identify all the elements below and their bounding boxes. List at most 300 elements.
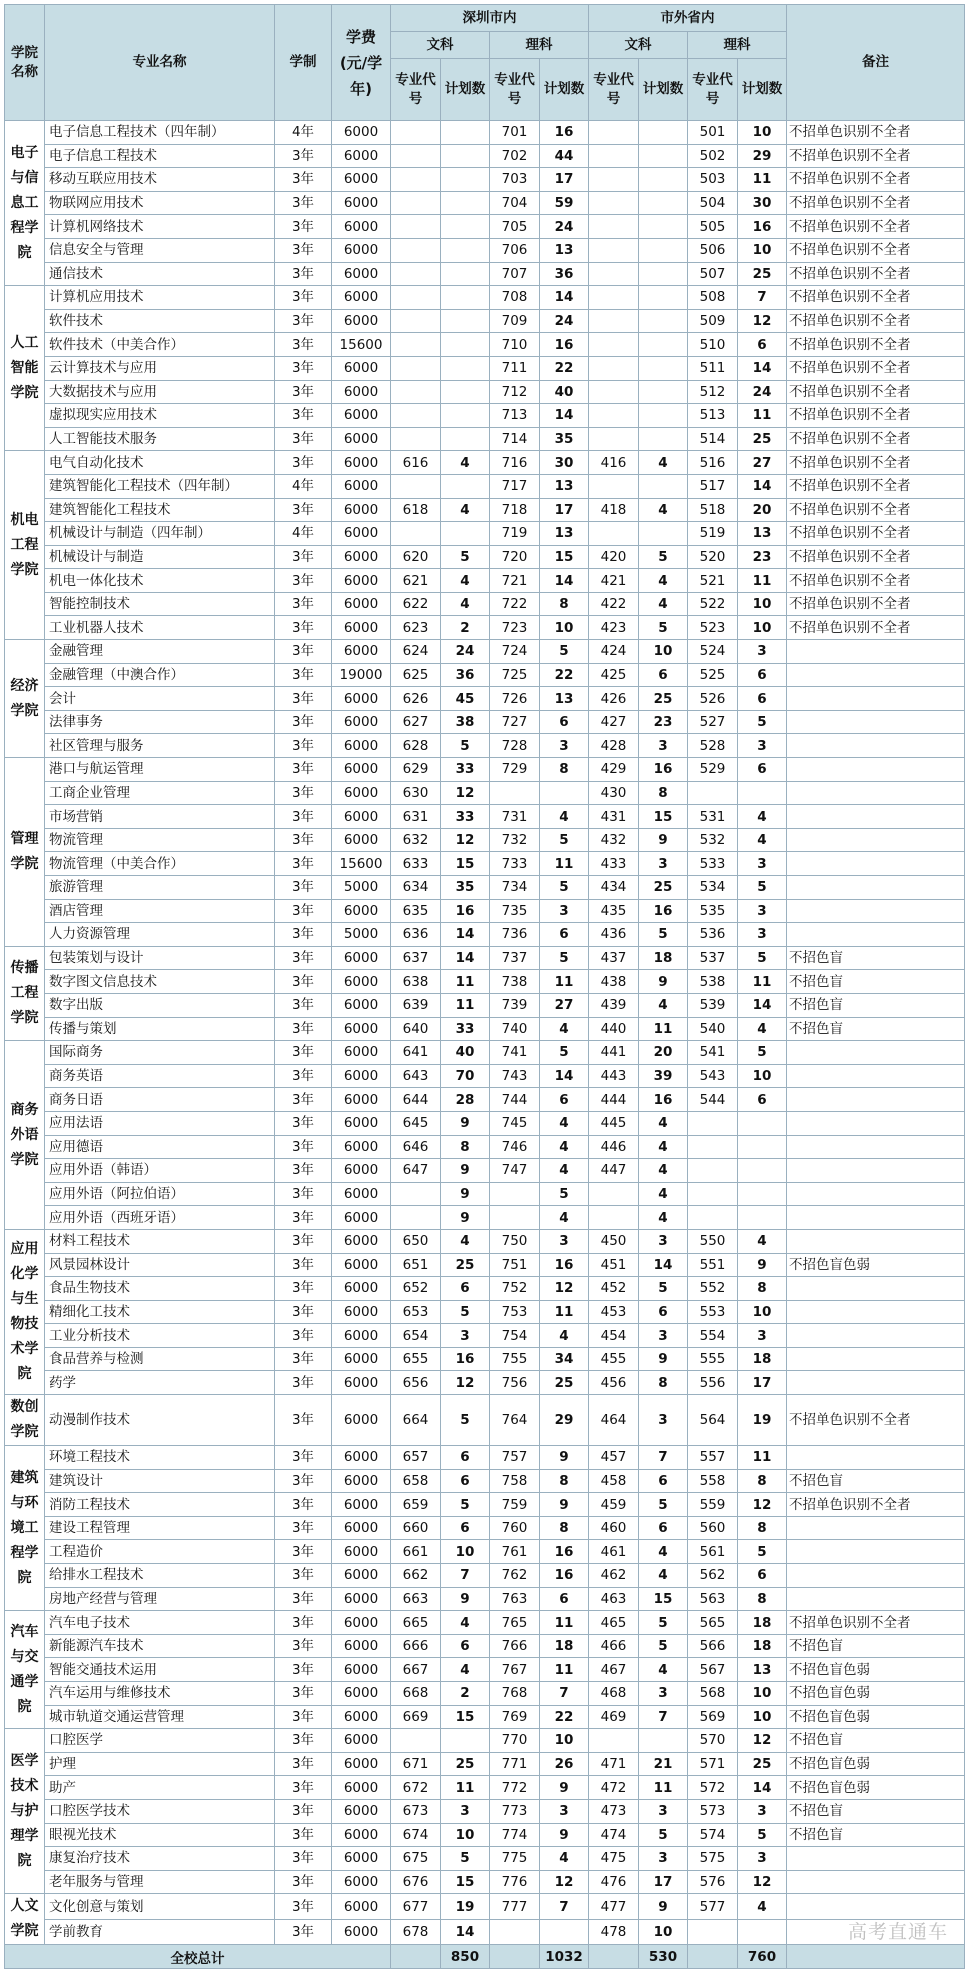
out-arts-code-cell: 422 [589,592,639,616]
sz-sci-code-cell: 728 [490,734,540,758]
out-arts-plan-cell [639,121,688,145]
major-cell: 眼视光技术 [45,1823,275,1847]
out-arts-plan-cell: 17 [639,1870,688,1894]
note-cell: 不招色盲 [787,1729,965,1753]
sz-sci-plan-cell: 14 [540,286,589,310]
sz-sci-plan-cell: 4 [540,1847,589,1871]
sz-sci-plan-cell: 15 [540,545,589,569]
sz-sci-code-cell: 762 [490,1564,540,1588]
note-cell: 不招单色识别不全者 [787,356,965,380]
out-arts-plan-cell: 8 [639,781,688,805]
out-arts-code-cell: 474 [589,1823,639,1847]
note-cell [787,899,965,923]
out-sci-code-cell: 517 [688,474,738,498]
out-arts-plan-cell [639,215,688,239]
sz-sci-code-cell: 723 [490,616,540,640]
out-sci-plan-cell: 25 [738,1752,787,1776]
sz-arts-plan-cell: 45 [441,687,490,711]
sz-arts-code-cell: 635 [391,899,441,923]
sz-sci-code-cell: 704 [490,191,540,215]
table-row [5,522,965,546]
sz-arts-plan-cell: 8 [441,1135,490,1159]
sz-sci-plan-cell: 14 [540,1064,589,1088]
out-sci-plan-cell: 9 [738,1253,787,1277]
table-row [5,1347,965,1371]
duration-cell: 3年 [275,286,332,310]
sz-sci-code-cell: 760 [490,1516,540,1540]
sz-sci-code-cell: 768 [490,1682,540,1706]
major-cell: 食品营养与检测 [45,1347,275,1371]
sz-sci-plan-cell: 16 [540,333,589,357]
out-arts-plan-cell: 11 [639,1776,688,1800]
duration-cell: 3年 [275,734,332,758]
out-sci-code-cell: 551 [688,1253,738,1277]
sz-arts-plan-cell: 70 [441,1064,490,1088]
fee-cell: 6000 [332,1088,391,1112]
college-name-cell: 机电工程学院 [5,451,45,640]
sz-sci-plan-cell: 4 [540,805,589,829]
sz-arts-code-cell: 674 [391,1823,441,1847]
sz-arts-plan-cell [441,380,490,404]
out-arts-code-cell [589,1182,639,1206]
out-sci-code-cell: 516 [688,451,738,475]
out-sci-plan-cell: 13 [738,1658,787,1682]
header-sz-arts-plan: 计划数 [441,59,490,121]
sz-sci-code-cell: 769 [490,1705,540,1729]
sz-arts-plan-cell: 33 [441,1017,490,1041]
out-sci-plan-cell: 3 [738,1847,787,1871]
duration-cell: 3年 [275,215,332,239]
out-sci-plan-cell: 4 [738,1017,787,1041]
duration-cell: 3年 [275,1064,332,1088]
out-sci-code-cell: 531 [688,805,738,829]
note-cell: 不招色盲色弱 [787,1776,965,1800]
note-cell [787,640,965,664]
duration-cell: 3年 [275,451,332,475]
sz-sci-code-cell: 743 [490,1064,540,1088]
fee-cell: 6000 [332,1705,391,1729]
table-row [5,1277,965,1301]
duration-cell: 3年 [275,1135,332,1159]
header-fee: 学费(元/学年) [332,5,391,121]
note-cell [787,758,965,782]
fee-cell: 6000 [332,1634,391,1658]
sz-arts-plan-cell: 16 [441,1347,490,1371]
out-sci-code-cell: 570 [688,1729,738,1753]
sz-arts-plan-cell: 5 [441,1493,490,1517]
note-cell: 不招单色识别不全者 [787,498,965,522]
note-cell [787,1870,965,1894]
sz-sci-plan-cell: 10 [540,616,589,640]
sz-sci-plan-cell: 34 [540,1347,589,1371]
out-arts-plan-cell: 10 [639,640,688,664]
out-sci-code-cell: 562 [688,1564,738,1588]
major-cell: 通信技术 [45,262,275,286]
major-cell: 房地产经营与管理 [45,1587,275,1611]
sz-sci-code-cell: 725 [490,663,540,687]
note-cell: 不招单色识别不全者 [787,1611,965,1635]
sz-arts-plan-cell: 12 [441,828,490,852]
fee-cell: 6000 [332,1111,391,1135]
total-sz-arts-code [391,1945,441,1969]
out-arts-code-cell: 459 [589,1493,639,1517]
sz-arts-code-cell: 659 [391,1493,441,1517]
out-sci-code-cell: 572 [688,1776,738,1800]
out-sci-code-cell: 509 [688,309,738,333]
college-name-cell: 经济学院 [5,640,45,758]
note-cell [787,923,965,947]
duration-cell: 3年 [275,805,332,829]
note-cell: 不招色盲 [787,993,965,1017]
out-arts-plan-cell [639,262,688,286]
major-cell: 应用外语（韩语） [45,1159,275,1183]
sz-sci-code-cell: 774 [490,1823,540,1847]
sz-arts-code-cell: 668 [391,1682,441,1706]
duration-cell: 3年 [275,498,332,522]
out-arts-plan-cell: 7 [639,1705,688,1729]
duration-cell: 3年 [275,758,332,782]
sz-sci-code-cell: 757 [490,1446,540,1470]
out-sci-plan-cell [738,1206,787,1230]
out-arts-plan-cell: 14 [639,1253,688,1277]
out-arts-plan-cell [639,1729,688,1753]
table-row [5,144,965,168]
sz-arts-plan-cell: 6 [441,1634,490,1658]
table-row [5,238,965,262]
sz-arts-plan-cell [441,121,490,145]
sz-sci-code-cell: 750 [490,1229,540,1253]
major-cell: 新能源汽车技术 [45,1634,275,1658]
out-arts-code-cell: 464 [589,1395,639,1446]
out-sci-code-cell: 567 [688,1658,738,1682]
out-sci-code-cell [688,1919,738,1945]
duration-cell: 3年 [275,1446,332,1470]
out-sci-code-cell: 521 [688,569,738,593]
duration-cell: 3年 [275,569,332,593]
sz-arts-code-cell: 618 [391,498,441,522]
sz-arts-code-cell: 633 [391,852,441,876]
note-cell: 不招单色识别不全者 [787,333,965,357]
sz-sci-plan-cell: 14 [540,569,589,593]
note-cell: 不招色盲 [787,1634,965,1658]
duration-cell: 3年 [275,168,332,192]
out-sci-plan-cell: 18 [738,1634,787,1658]
duration-cell: 3年 [275,1469,332,1493]
sz-sci-plan-cell: 11 [540,1611,589,1635]
out-sci-plan-cell: 4 [738,1894,787,1920]
duration-cell: 3年 [275,828,332,852]
sz-arts-code-cell: 630 [391,781,441,805]
table-row [5,1540,965,1564]
college-name-cell: 建筑与环境工程学院 [5,1446,45,1611]
header-sz-arts: 文科 [391,32,490,59]
note-cell: 不招单色识别不全者 [787,262,965,286]
out-arts-code-cell: 450 [589,1229,639,1253]
sz-sci-plan-cell: 4 [540,1206,589,1230]
out-arts-code-cell: 435 [589,899,639,923]
note-cell: 不招色盲 [787,1823,965,1847]
major-cell: 市场营销 [45,805,275,829]
out-sci-plan-cell: 6 [738,1088,787,1112]
sz-sci-plan-cell: 8 [540,1516,589,1540]
sz-sci-code-cell: 703 [490,168,540,192]
fee-cell: 6000 [332,1540,391,1564]
fee-cell: 6000 [332,1277,391,1301]
out-sci-plan-cell: 3 [738,734,787,758]
total-out-sci-code [688,1945,738,1969]
sz-sci-plan-cell: 6 [540,1088,589,1112]
table-row [5,1799,965,1823]
sz-sci-plan-cell: 16 [540,1540,589,1564]
sz-sci-code-cell: 705 [490,215,540,239]
sz-arts-plan-cell: 14 [441,1919,490,1945]
major-cell: 传播与策划 [45,1017,275,1041]
out-sci-code-cell: 506 [688,238,738,262]
table-row [5,1776,965,1800]
sz-arts-plan-cell: 12 [441,1371,490,1395]
sz-arts-plan-cell: 36 [441,663,490,687]
major-cell: 建筑设计 [45,1469,275,1493]
fee-cell: 6000 [332,1729,391,1753]
sz-sci-plan-cell: 16 [540,1564,589,1588]
duration-cell: 3年 [275,1847,332,1871]
sz-sci-code-cell: 746 [490,1135,540,1159]
sz-sci-code-cell: 775 [490,1847,540,1871]
fee-cell: 6000 [332,1752,391,1776]
fee-cell: 6000 [332,1229,391,1253]
out-arts-plan-cell [639,191,688,215]
major-cell: 应用德语 [45,1135,275,1159]
out-arts-plan-cell [639,522,688,546]
major-cell: 建设工程管理 [45,1516,275,1540]
table-row [5,1870,965,1894]
out-arts-code-cell: 433 [589,852,639,876]
sz-sci-code-cell: 773 [490,1799,540,1823]
out-sci-plan-cell: 11 [738,168,787,192]
fee-cell: 6000 [332,168,391,192]
major-cell: 法律事务 [45,710,275,734]
sz-arts-code-cell: 631 [391,805,441,829]
note-cell: 不招单色识别不全者 [787,404,965,428]
sz-arts-plan-cell: 16 [441,899,490,923]
major-cell: 人力资源管理 [45,923,275,947]
sz-arts-code-cell: 657 [391,1446,441,1470]
header-duration: 学制 [275,5,332,121]
sz-sci-code-cell: 739 [490,993,540,1017]
out-sci-code-cell: 566 [688,1634,738,1658]
out-sci-plan-cell: 6 [738,663,787,687]
sz-arts-code-cell [391,309,441,333]
out-sci-code-cell: 575 [688,1847,738,1871]
out-arts-code-cell: 429 [589,758,639,782]
out-arts-code-cell: 465 [589,1611,639,1635]
note-cell [787,828,965,852]
table-body [5,121,965,1945]
note-cell [787,710,965,734]
out-sci-code-cell [688,1182,738,1206]
duration-cell: 3年 [275,1634,332,1658]
out-arts-plan-cell: 4 [639,1111,688,1135]
out-arts-code-cell: 439 [589,993,639,1017]
fee-cell: 6000 [332,569,391,593]
out-sci-code-cell: 524 [688,640,738,664]
sz-arts-code-cell: 632 [391,828,441,852]
note-cell [787,1135,965,1159]
table-row [5,1111,965,1135]
duration-cell: 3年 [275,1823,332,1847]
sz-sci-plan-cell: 7 [540,1682,589,1706]
note-cell [787,1540,965,1564]
out-arts-code-cell [589,1206,639,1230]
sz-sci-code-cell: 736 [490,923,540,947]
out-arts-code-cell [589,215,639,239]
major-cell: 汽车运用与维修技术 [45,1682,275,1706]
sz-arts-code-cell [391,1206,441,1230]
header-out-arts-code: 专业代号 [589,59,639,121]
table-row [5,876,965,900]
sz-sci-code-cell: 732 [490,828,540,852]
major-cell: 建筑智能化工程技术（四年制） [45,474,275,498]
out-arts-plan-cell: 9 [639,828,688,852]
table-row [5,758,965,782]
major-cell: 工业机器人技术 [45,616,275,640]
college-name-cell: 管理学院 [5,758,45,947]
fee-cell: 6000 [332,380,391,404]
sz-arts-code-cell: 672 [391,1776,441,1800]
sz-arts-plan-cell: 5 [441,1395,490,1446]
out-arts-plan-cell [639,356,688,380]
sz-arts-code-cell [391,121,441,145]
sz-sci-code-cell: 744 [490,1088,540,1112]
duration-cell: 3年 [275,1493,332,1517]
out-sci-plan-cell [738,1919,787,1945]
note-cell [787,1229,965,1253]
out-sci-code-cell [688,1111,738,1135]
sz-arts-code-cell: 673 [391,1799,441,1823]
admission-plan-table-container [4,4,964,1969]
out-sci-plan-cell: 5 [738,876,787,900]
duration-cell: 3年 [275,1159,332,1183]
major-cell: 工程造价 [45,1540,275,1564]
sz-sci-plan-cell: 40 [540,380,589,404]
sz-arts-code-cell: 655 [391,1347,441,1371]
sz-sci-plan-cell: 5 [540,1182,589,1206]
out-arts-plan-cell: 6 [639,1300,688,1324]
table-row [5,1634,965,1658]
duration-cell: 3年 [275,1206,332,1230]
fee-cell: 6000 [332,1182,391,1206]
duration-cell: 3年 [275,640,332,664]
sz-arts-plan-cell: 6 [441,1469,490,1493]
table-row [5,1253,965,1277]
sz-sci-plan-cell: 29 [540,1395,589,1446]
sz-sci-plan-cell: 35 [540,427,589,451]
table-row [5,498,965,522]
out-arts-plan-cell: 39 [639,1064,688,1088]
out-sci-plan-cell: 30 [738,191,787,215]
sz-arts-code-cell: 663 [391,1587,441,1611]
sz-arts-code-cell: 626 [391,687,441,711]
sz-sci-plan-cell: 7 [540,1894,589,1920]
table-row [5,1919,965,1945]
duration-cell: 3年 [275,427,332,451]
note-cell [787,1111,965,1135]
header-out-sci-plan: 计划数 [738,59,787,121]
sz-arts-plan-cell: 6 [441,1516,490,1540]
note-cell: 不招单色识别不全者 [787,168,965,192]
sz-sci-plan-cell [540,781,589,805]
out-sci-code-cell [688,1159,738,1183]
out-arts-plan-cell: 5 [639,1634,688,1658]
out-arts-plan-cell [639,238,688,262]
college-name-cell: 商务外语学院 [5,1041,45,1230]
major-cell: 物流管理 [45,828,275,852]
out-arts-plan-cell: 3 [639,1395,688,1446]
major-cell: 文化创意与策划 [45,1894,275,1920]
out-arts-code-cell: 476 [589,1870,639,1894]
table-row [5,380,965,404]
sz-arts-code-cell [391,404,441,428]
sz-arts-code-cell: 665 [391,1611,441,1635]
sz-arts-plan-cell: 5 [441,545,490,569]
sz-sci-code-cell: 734 [490,876,540,900]
sz-arts-plan-cell: 33 [441,758,490,782]
sz-arts-code-cell: 616 [391,451,441,475]
out-arts-code-cell: 463 [589,1587,639,1611]
fee-cell: 6000 [332,1870,391,1894]
sz-arts-plan-cell: 3 [441,1324,490,1348]
sz-arts-plan-cell: 7 [441,1564,490,1588]
out-sci-plan-cell: 11 [738,970,787,994]
out-arts-plan-cell [639,168,688,192]
major-cell: 电气自动化技术 [45,451,275,475]
out-sci-code-cell: 554 [688,1324,738,1348]
sz-sci-plan-cell: 13 [540,474,589,498]
sz-arts-plan-cell: 6 [441,1277,490,1301]
duration-cell: 3年 [275,1088,332,1112]
sz-arts-plan-cell: 25 [441,1253,490,1277]
out-arts-plan-cell: 4 [639,1658,688,1682]
sz-sci-plan-cell: 12 [540,1870,589,1894]
table-row [5,286,965,310]
fee-cell: 6000 [332,805,391,829]
table-row [5,1493,965,1517]
out-sci-plan-cell: 20 [738,498,787,522]
table-row [5,734,965,758]
major-cell: 虚拟现实应用技术 [45,404,275,428]
note-cell: 不招色盲色弱 [787,1752,965,1776]
out-sci-plan-cell: 12 [738,309,787,333]
out-sci-plan-cell: 16 [738,215,787,239]
sz-sci-code-cell: 766 [490,1634,540,1658]
sz-sci-code-cell: 740 [490,1017,540,1041]
note-cell [787,1277,965,1301]
sz-sci-code-cell: 737 [490,946,540,970]
duration-cell: 4年 [275,522,332,546]
table-header [5,5,965,121]
fee-cell: 19000 [332,663,391,687]
out-sci-plan-cell: 13 [738,522,787,546]
table-row [5,687,965,711]
out-arts-code-cell: 467 [589,1658,639,1682]
sz-sci-plan-cell: 16 [540,121,589,145]
sz-arts-plan-cell: 40 [441,1041,490,1065]
out-arts-plan-cell: 4 [639,1540,688,1564]
sz-arts-plan-cell: 4 [441,1229,490,1253]
table-row [5,451,965,475]
sz-sci-plan-cell: 8 [540,592,589,616]
out-arts-code-cell: 443 [589,1064,639,1088]
